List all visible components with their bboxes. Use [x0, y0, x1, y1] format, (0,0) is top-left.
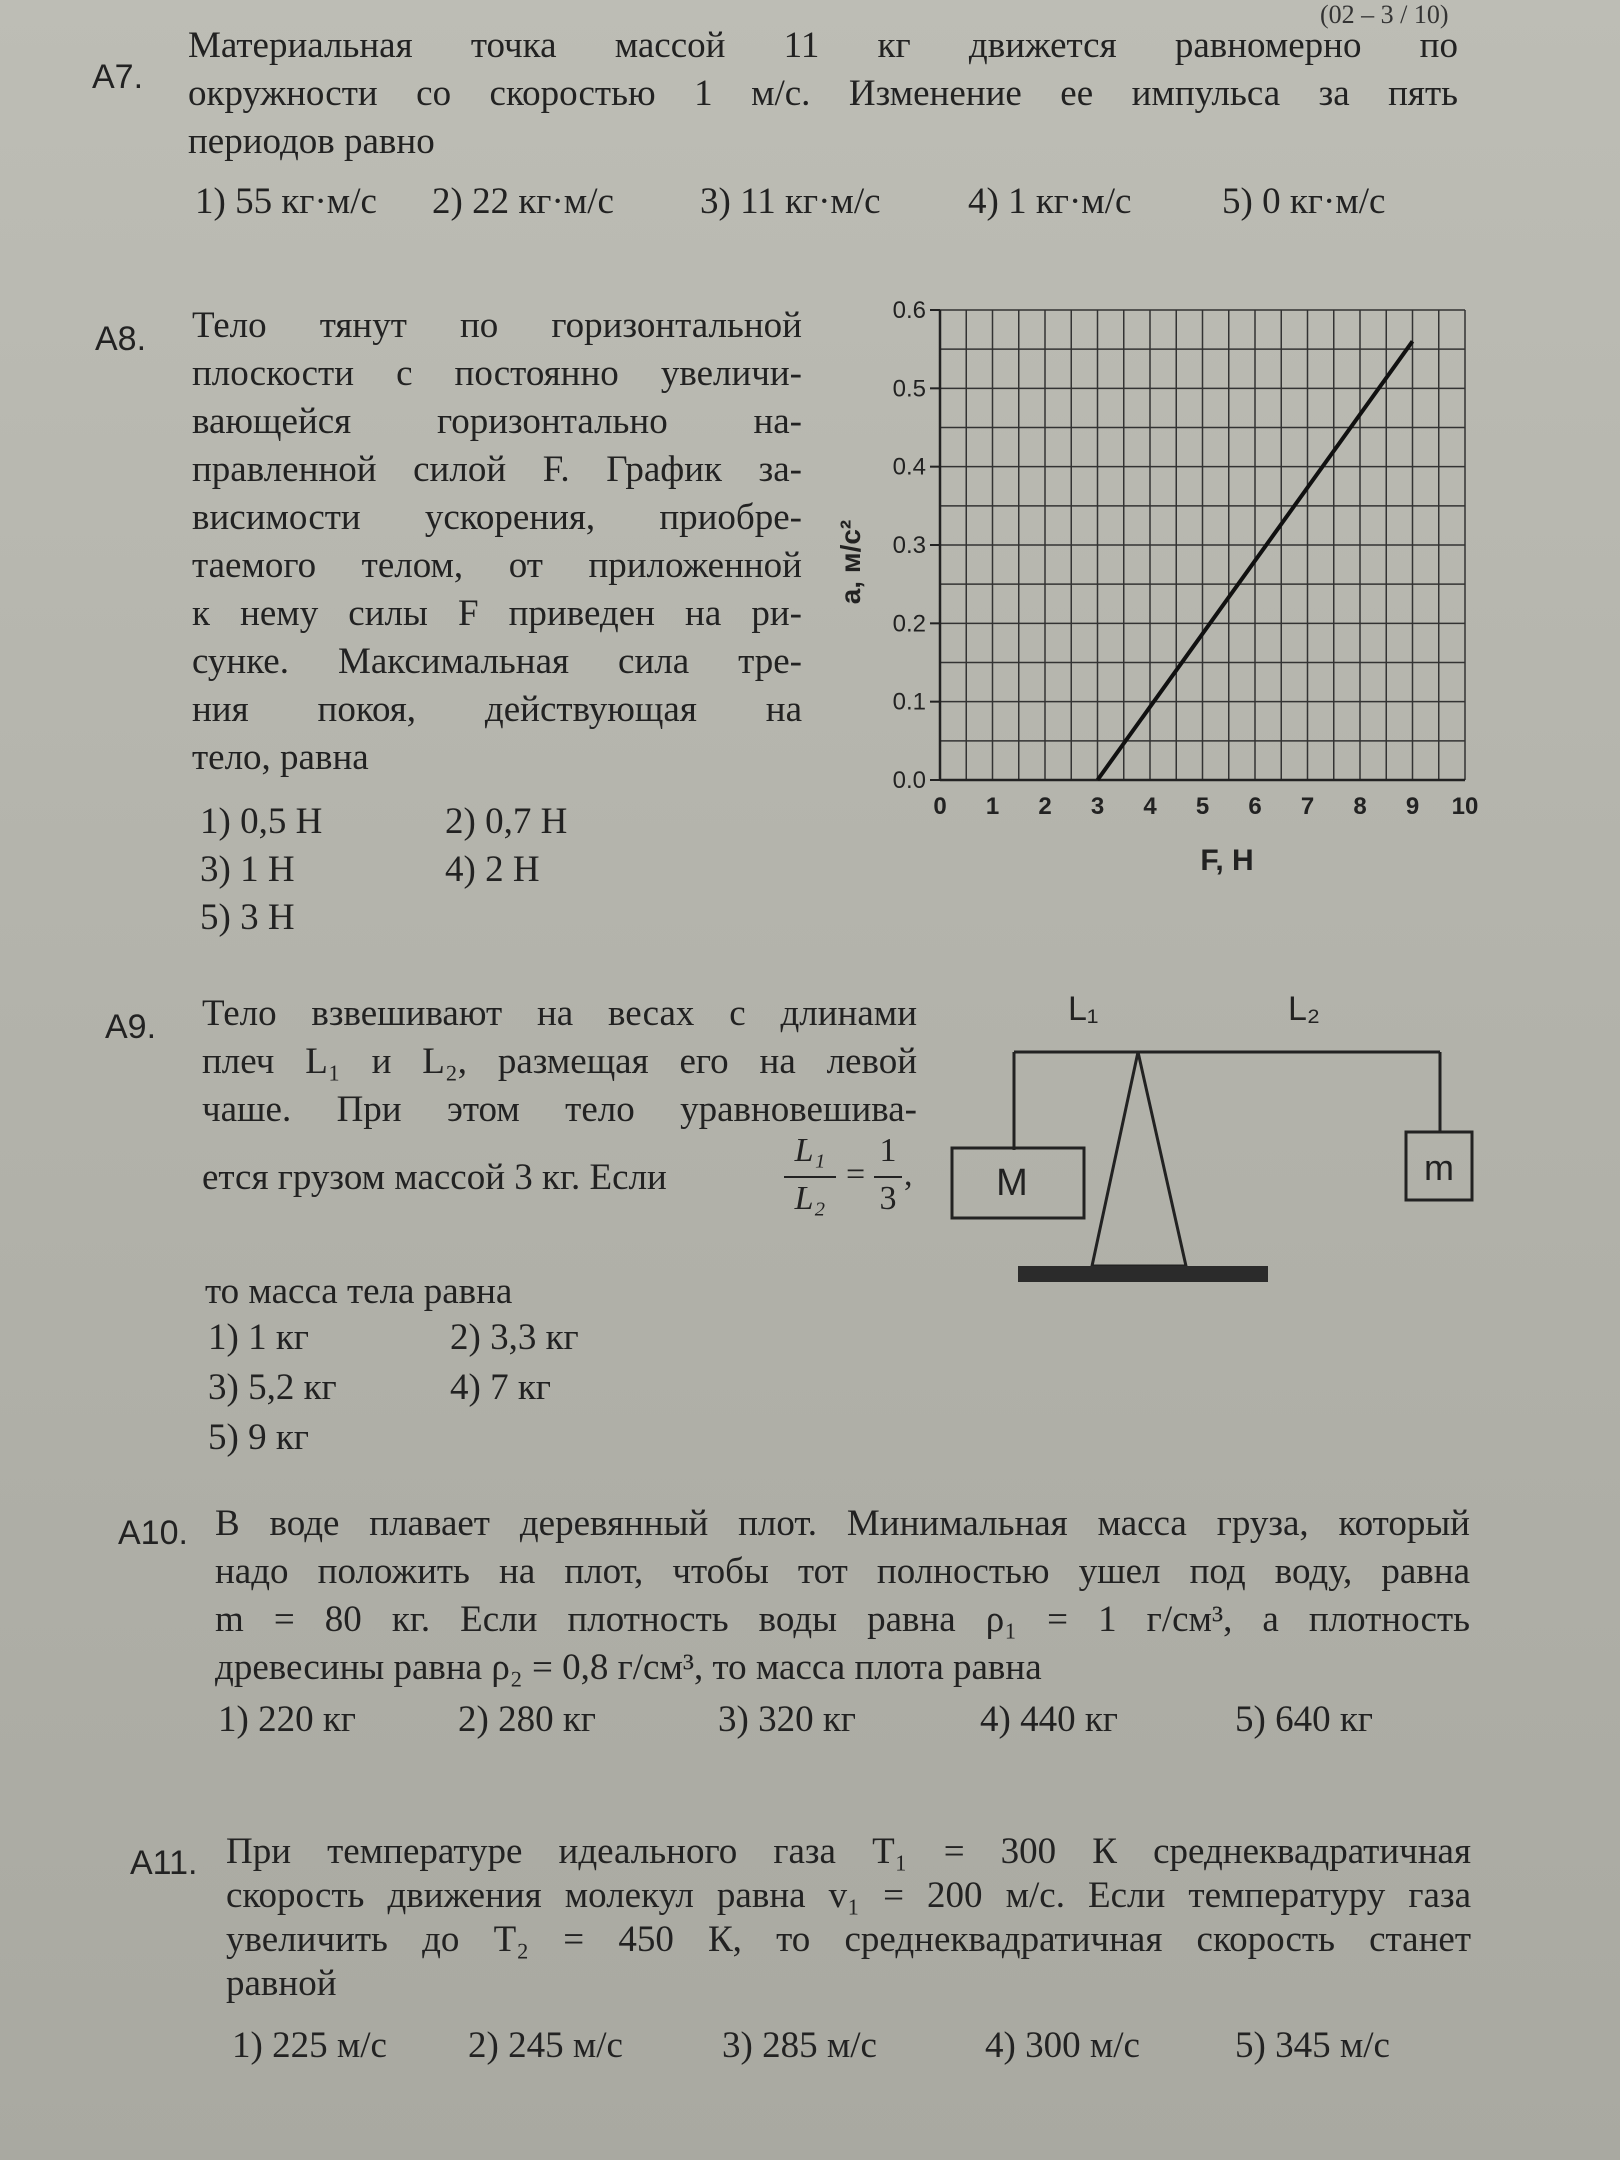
y-tick-label: 0.2 — [892, 610, 926, 638]
question-line: висимости ускорения, приобре- — [192, 497, 802, 538]
x-axis-label: F, H — [1200, 844, 1254, 877]
answer-option[interactable]: 5) 345 м/с — [1235, 2025, 1390, 2066]
x-tick-label: 0 — [933, 793, 947, 820]
answer-option[interactable]: 1) 225 м/с — [232, 2025, 387, 2066]
question-line: равной — [226, 1963, 337, 2004]
answer-option[interactable]: 2) 280 кг — [458, 1699, 596, 1740]
question-line: то масса тела равна — [205, 1271, 513, 1312]
fraction-equals: = — [846, 1156, 866, 1193]
answer-option[interactable]: 5) 3 Н — [200, 897, 295, 938]
question-line: сунке. Максимальная сила тре- — [192, 641, 802, 682]
answer-option[interactable]: 3) 285 м/с — [722, 2025, 877, 2066]
fraction-right-numerator: 1 — [879, 1132, 897, 1169]
y-tick-label: 0.4 — [892, 453, 926, 481]
question-line: увеличить до T₂ = 450 К, то среднеквадратичная скорость станет — [226, 1919, 1471, 1960]
y-tick-label: 0.0 — [892, 767, 926, 794]
base-platform — [1018, 1266, 1268, 1282]
x-tick-labels — [933, 793, 1478, 820]
question-line: В воде плавает деревянный плот. Минимальная масса груза, который — [215, 1503, 1470, 1544]
answer-option[interactable]: 3) 1 Н — [200, 849, 295, 890]
question-a7 — [0, 0, 1620, 240]
answer-option[interactable]: 4) 2 Н — [445, 849, 540, 890]
x-tick-label: 5 — [1195, 793, 1210, 820]
y-tick-label: 0.6 — [892, 297, 926, 324]
answer-option[interactable]: 5) 0 кг·м/с — [1222, 181, 1386, 222]
x-tick-label: 8 — [1353, 793, 1367, 820]
answer-option[interactable]: 2) 245 м/с — [468, 2025, 623, 2066]
y-axis-label: a, м/с² — [835, 519, 866, 605]
question-line: древесины равна ρ₂ = 0,8 г/см³, то масса плота равна — [215, 1647, 1042, 1688]
answer-option[interactable]: 4) 1 кг·м/с — [968, 181, 1132, 222]
question-number: А10. — [118, 1514, 188, 1552]
x-tick-label: 4 — [1143, 793, 1157, 820]
question-a10 — [0, 1500, 1620, 1760]
question-line: тело, равна — [192, 737, 369, 778]
fraction-numerator: L₁ — [794, 1132, 826, 1169]
answer-option[interactable]: 4) 440 кг — [980, 1699, 1118, 1740]
question-line: Тело взвешивают на весах с длинами — [202, 993, 917, 1034]
fraction-right-denominator: 3 — [879, 1180, 897, 1217]
x-tick-label: 2 — [1038, 793, 1052, 820]
question-line: чаше. При этом тело уравновешива- — [202, 1089, 917, 1130]
question-a8 — [0, 290, 1620, 960]
question-line: Материальная точка массой 11 кг движется равномерно по — [188, 25, 1458, 66]
question-a11 — [0, 1830, 1620, 2100]
question-line: ется грузом массой 3 кг. Если — [202, 1157, 667, 1198]
answer-option[interactable]: 5) 9 кг — [208, 1417, 309, 1458]
question-line: m = 80 кг. Если плотность воды равна ρ₁ = 1 г/см³, а плотность — [215, 1599, 1470, 1640]
page-code: (02 – 3 / 10) — [1320, 0, 1449, 29]
y-tick-label: 0.3 — [892, 532, 926, 559]
y-tick-labels — [893, 297, 940, 794]
y-tick-label: 0.5 — [892, 375, 926, 403]
question-line: плоскости с постоянно увеличи- — [192, 353, 802, 394]
question-line: к нему силы F приведен на ри- — [192, 593, 802, 634]
x-tick-label: 6 — [1248, 793, 1262, 820]
fraction-denominator: L₂ — [794, 1180, 826, 1217]
question-line: Тело тянут по горизонтальной — [192, 305, 802, 346]
answer-option[interactable]: 3) 5,2 кг — [208, 1367, 337, 1408]
x-tick-label: 1 — [985, 793, 1000, 820]
answer-option[interactable]: 1) 0,5 Н — [200, 801, 323, 842]
answer-option[interactable]: 2) 22 кг·м/с — [432, 181, 614, 222]
question-number: А9. — [105, 1008, 157, 1046]
answer-option[interactable]: 4) 300 м/с — [985, 2025, 1140, 2066]
question-number: А11. — [130, 1844, 198, 1882]
x-tick-label: 7 — [1300, 793, 1315, 820]
question-line: вающейся горизонтально на- — [192, 401, 802, 442]
x-tick-label: 3 — [1090, 793, 1105, 820]
answer-option[interactable]: 3) 320 кг — [718, 1699, 856, 1740]
arm-label-l2: L₂ — [1288, 990, 1321, 1028]
x-tick-label: 9 — [1405, 793, 1420, 820]
question-line: периодов равно — [188, 121, 435, 162]
acceleration-force-chart — [820, 290, 1520, 910]
answer-option[interactable]: 5) 640 кг — [1235, 1699, 1373, 1740]
question-line: окружности со скоростью 1 м/с. Изменение ее импульса за пять — [188, 73, 1458, 114]
fulcrum — [1092, 1052, 1186, 1266]
question-line: правленной силой F. График за- — [192, 449, 802, 490]
fraction-comma: , — [904, 1156, 913, 1193]
y-tick-label: 0.1 — [892, 688, 926, 716]
answer-option[interactable]: 4) 7 кг — [450, 1367, 551, 1408]
question-number: А7. — [92, 58, 144, 96]
answer-option[interactable]: 2) 3,3 кг — [450, 1317, 579, 1358]
answer-option[interactable]: 2) 0,7 Н — [445, 801, 568, 842]
question-line: плеч L₁ и L₂, размещая его на левой — [202, 1041, 917, 1082]
question-line: таемого телом, от приложенной — [192, 545, 802, 586]
answer-option[interactable]: 1) 55 кг·м/с — [195, 181, 377, 222]
balance-scale-diagram — [940, 990, 1500, 1310]
x-tick-label: 10 — [1451, 793, 1479, 820]
left-mass-label: M — [996, 1162, 1028, 1204]
question-line: скорость движения молекул равна v₁ = 200 м/с. Если температуру газа — [226, 1875, 1471, 1916]
arm-label-l1: L₁ — [1068, 990, 1099, 1028]
question-number: А8. — [95, 320, 147, 358]
question-a9 — [0, 990, 1620, 1470]
question-line: надо положить на плот, чтобы тот полностью ушел под воду, равна — [215, 1551, 1470, 1592]
question-line: При температуре идеального газа T₁ = 300 К среднеквадратичная — [226, 1831, 1471, 1872]
answer-option[interactable]: 1) 220 кг — [218, 1699, 356, 1740]
answer-option[interactable]: 1) 1 кг — [208, 1317, 309, 1358]
answer-option[interactable]: 3) 11 кг·м/с — [700, 181, 881, 222]
right-mass-label: m — [1424, 1147, 1454, 1188]
question-line: ния покоя, действующая на — [192, 689, 802, 730]
